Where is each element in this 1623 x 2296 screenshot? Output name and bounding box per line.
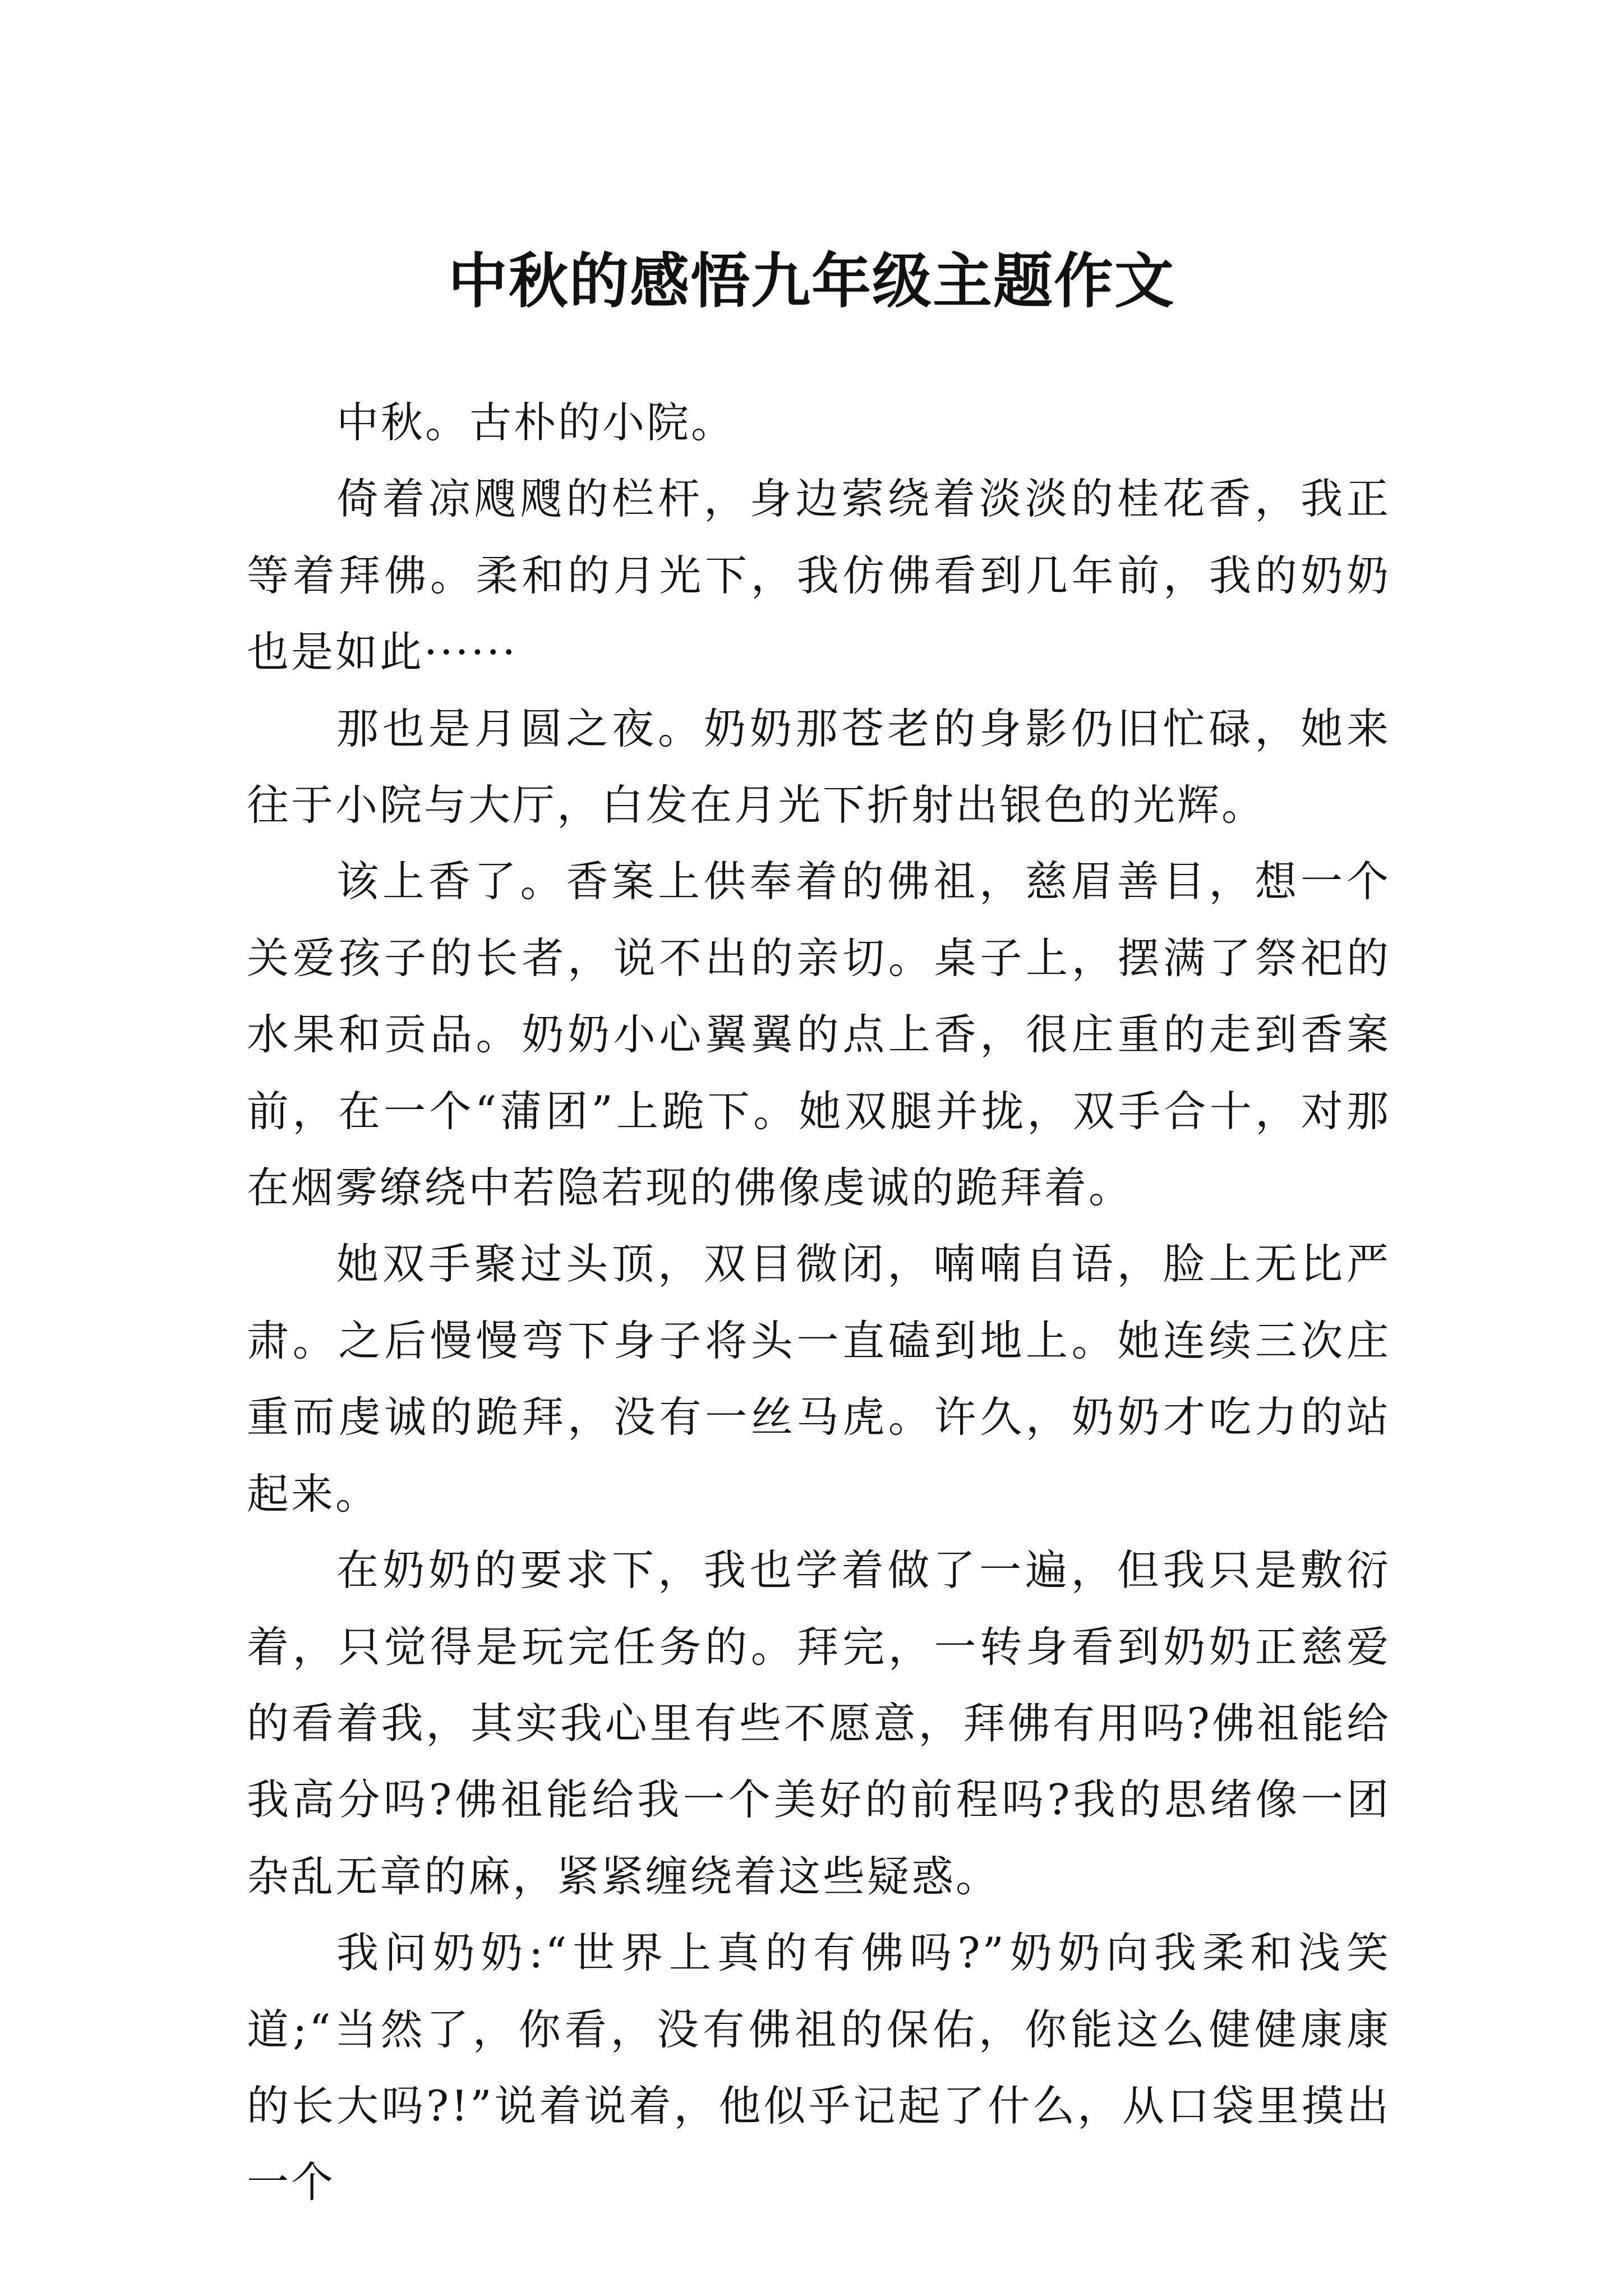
paragraph: 中秋。古朴的小院。 <box>336 398 736 447</box>
paragraph: 那也是月圆之夜。奶奶那苍老的身影仍旧忙碌，她来往于小院与大厅，白发在月光下折射出银色的光辉。 <box>247 703 1391 830</box>
paragraph: 我问奶奶:“世界上真的有佛吗?”奶奶向我柔和浅笑道;“当然了，你看，没有佛祖的保佑，你能这么健健康康的长大吗?!”说着说着，他似乎记起了什么，从口袋里摸出一个 <box>247 1928 1391 2207</box>
paragraph: 该上香了。香案上供奉着的佛祖，慈眉善目，想一个关爱孩子的长者，说不出的亲切。桌子上，摆满了祭祀的水果和贡品。奶奶小心翼翼的点上香，很庄重的走到香案前，在一个“蒲团”上跪下。她双腿并拢，双手合十，对那在烟雾缭绕中若隐若现的佛像虔诚的跪拜着。 <box>247 857 1391 1213</box>
paragraph: 倚着凉飕飕的栏杆，身边萦绕着淡淡的桂花香，我正等着拜佛。柔和的月光下，我仿佛看到几年前，我的奶奶也是如此······ <box>247 474 1391 677</box>
paragraph: 她双手聚过头顶，双目微闭，喃喃自语，脸上无比严肃。之后慢慢弯下身子将头一直磕到地上。她连续三次庄重而虔诚的跪拜，没有一丝马虎。许久，奶奶才吃力的站起来。 <box>247 1239 1391 1519</box>
document-body <box>247 384 1391 2221</box>
document-title: 中秋的感悟九年级主题作文 <box>448 246 1175 316</box>
paragraph: 在奶奶的要求下，我也学着做了一遍，但我只是敷衍着，只觉得是玩完任务的。拜完，一转身看到奶奶正慈爱的看着我，其实我心里有些不愿意，拜佛有用吗?佛祖能给我高分吗?佛祖能给我一个美好的前程吗?我的思绪像一团杂乱无章的麻，紧紧缠绕着这些疑惑。 <box>247 1545 1391 1901</box>
